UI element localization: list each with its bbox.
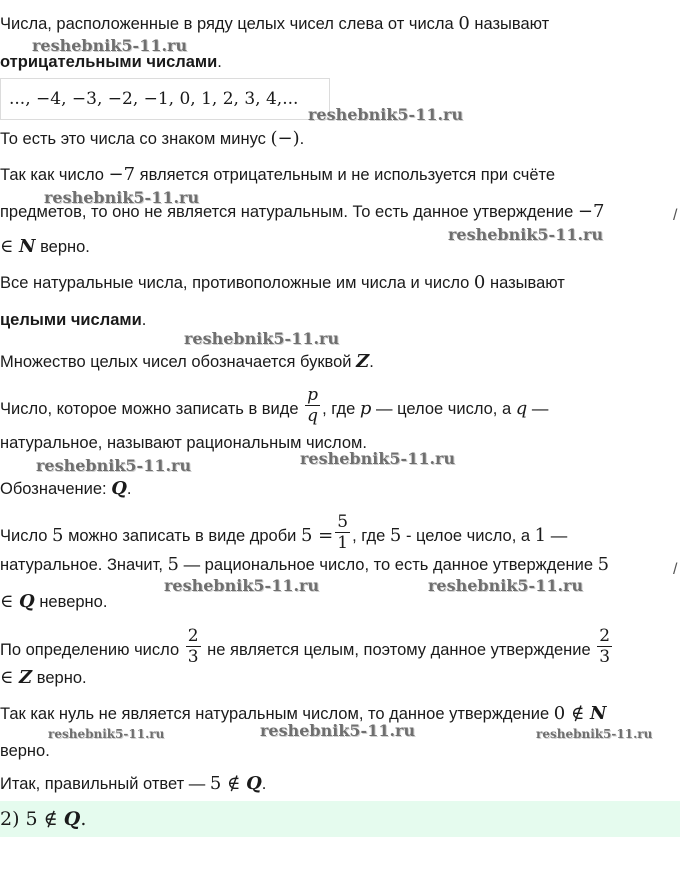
answer-box xyxy=(0,801,680,837)
math-element-of: ∈ xyxy=(0,236,20,257)
math-minus-seven: −7 xyxy=(577,201,605,222)
text: . xyxy=(126,480,132,498)
text: , где xyxy=(352,526,390,545)
bold-term: целыми числами xyxy=(0,311,142,329)
text: , где xyxy=(322,399,360,418)
fraction-five-over-one xyxy=(335,512,350,553)
watermark: reshebnik5-11.ru xyxy=(36,456,192,475)
watermark: reshebnik5-11.ru xyxy=(44,188,200,207)
math-set-q: Q xyxy=(246,773,262,794)
text: является отрицательным и не используется при счёте xyxy=(135,166,556,184)
text: предметов, то оно не является натуральным. То есть данное утверждение xyxy=(0,203,578,221)
math-five-not-in: 5 ∉ xyxy=(209,773,247,794)
overflow-slash: / xyxy=(673,561,678,578)
text: Число xyxy=(0,526,53,545)
paragraph-zero-end xyxy=(0,741,50,761)
math-minus: (−) xyxy=(270,128,300,149)
paragraph-conclusion xyxy=(0,774,266,794)
text: Числа, расположенные в ряду целых чисел слева от числа xyxy=(0,15,459,33)
term-integers xyxy=(0,310,146,330)
math-minus-seven: −7 xyxy=(108,164,136,185)
text: Множество целых чисел обозначается буквой xyxy=(0,353,357,371)
text: Так как число xyxy=(0,166,109,184)
bold-term: отрицательными числами xyxy=(0,53,218,71)
fraction-two-thirds xyxy=(186,626,201,667)
denominator: q xyxy=(307,406,319,426)
text: называют xyxy=(469,15,550,33)
text: — xyxy=(546,526,568,545)
paragraph-notation-q xyxy=(0,479,132,499)
text: То есть это числа со знаком минус xyxy=(0,130,271,148)
math-set-n: N xyxy=(590,703,607,724)
paragraph-two-thirds-end xyxy=(0,668,87,688)
text: . xyxy=(261,775,267,793)
math-set-q: Q xyxy=(111,478,127,499)
paragraph-rational-definition xyxy=(0,385,549,430)
watermark: reshebnik5-11.ru xyxy=(164,576,320,595)
numerator: 2 xyxy=(599,626,611,646)
paragraph-set-z xyxy=(0,352,374,372)
watermark: reshebnik5-11.ru xyxy=(308,105,464,124)
text: . xyxy=(141,311,147,329)
denominator: 3 xyxy=(187,647,199,667)
integer-sequence: ..., −4, −3, −2, −1, 0, 1, 2, 3, 4,... xyxy=(9,89,299,109)
paragraph-five-end xyxy=(0,592,107,612)
watermark: reshebnik5-11.ru xyxy=(48,727,165,741)
watermark: reshebnik5-11.ru xyxy=(428,576,584,595)
text: Итак, правильный ответ — xyxy=(0,775,210,793)
watermark: reshebnik5-11.ru xyxy=(536,727,653,741)
numerator: p xyxy=(307,385,319,405)
text: - целое число, а xyxy=(401,526,535,545)
numerator: 2 xyxy=(187,626,199,646)
math-five: 5 xyxy=(597,554,610,575)
text: Число, которое можно записать в виде xyxy=(0,399,304,418)
paragraph-five-fraction xyxy=(0,512,568,557)
text: Обозначение: xyxy=(0,480,112,498)
math-set-q: Q xyxy=(63,808,81,830)
watermark: reshebnik5-11.ru xyxy=(32,36,188,55)
text: неверно. xyxy=(34,593,108,611)
text: верно. xyxy=(35,238,90,256)
integer-sequence-box xyxy=(0,78,330,120)
watermark: reshebnik5-11.ru xyxy=(300,449,456,468)
denominator: 1 xyxy=(337,533,349,553)
text: По определению число xyxy=(0,640,184,659)
text: — рациональное число, то есть данное утверждение xyxy=(179,556,598,574)
watermark: reshebnik5-11.ru xyxy=(448,225,604,244)
paragraph-five-cont xyxy=(0,555,609,575)
fraction-two-thirds xyxy=(597,626,612,667)
paragraph-two-thirds xyxy=(0,626,614,671)
math-p: p xyxy=(359,397,372,419)
text: . xyxy=(217,53,222,71)
answer-end: . xyxy=(80,808,87,830)
paragraph-negative-definition xyxy=(0,14,549,34)
text: — целое число, а xyxy=(371,399,516,418)
math-zero: 0 xyxy=(458,13,470,34)
math-element-of: ∈ xyxy=(0,591,20,612)
math-zero: 0 xyxy=(473,272,486,293)
math-set-z: Z xyxy=(19,667,33,688)
text: верно. xyxy=(32,669,87,687)
math-one: 1 xyxy=(534,524,547,546)
text: натуральное, называют рациональным числом. xyxy=(0,434,367,452)
fraction-p-over-q xyxy=(305,385,320,426)
math-element-of: ∈ xyxy=(0,667,20,688)
math-five-equals: 5 = xyxy=(300,524,334,546)
text: называют xyxy=(485,274,565,292)
math-zero-not-in: 0 ∉ xyxy=(553,703,590,724)
text: верно. xyxy=(0,742,50,760)
paragraph-integers-definition xyxy=(0,273,565,293)
numerator: 5 xyxy=(337,512,349,532)
text: Все натуральные числа, противоположные им числа и число xyxy=(0,274,474,292)
math-set-q: Q xyxy=(19,591,35,612)
paragraph-minus-sign xyxy=(0,129,304,149)
math-five: 5 xyxy=(389,524,402,546)
answer-text: 2) 5 ∉ xyxy=(0,808,64,830)
math-set-n: N xyxy=(19,236,36,257)
denominator: 3 xyxy=(599,647,611,667)
watermark: reshebnik5-11.ru xyxy=(184,329,340,348)
watermark: reshebnik5-11.ru xyxy=(260,721,416,740)
paragraph-minus-seven-end xyxy=(0,237,90,257)
text: не является целым, поэтому данное утверждение xyxy=(202,640,596,659)
math-five: 5 xyxy=(52,524,64,546)
text: натуральное. Значит, xyxy=(0,556,168,574)
text: можно записать в виде дроби xyxy=(63,526,301,545)
math-five: 5 xyxy=(167,554,179,575)
paragraph-minus-seven xyxy=(0,165,555,185)
math-q: q xyxy=(515,397,528,419)
math-set-z: Z xyxy=(356,351,370,372)
overflow-slash: / xyxy=(673,207,678,224)
text: . xyxy=(369,353,374,371)
text: Так как нуль не является натуральным числом, то данное утверждение xyxy=(0,705,554,723)
text: . xyxy=(299,130,305,148)
text: — xyxy=(527,399,549,418)
